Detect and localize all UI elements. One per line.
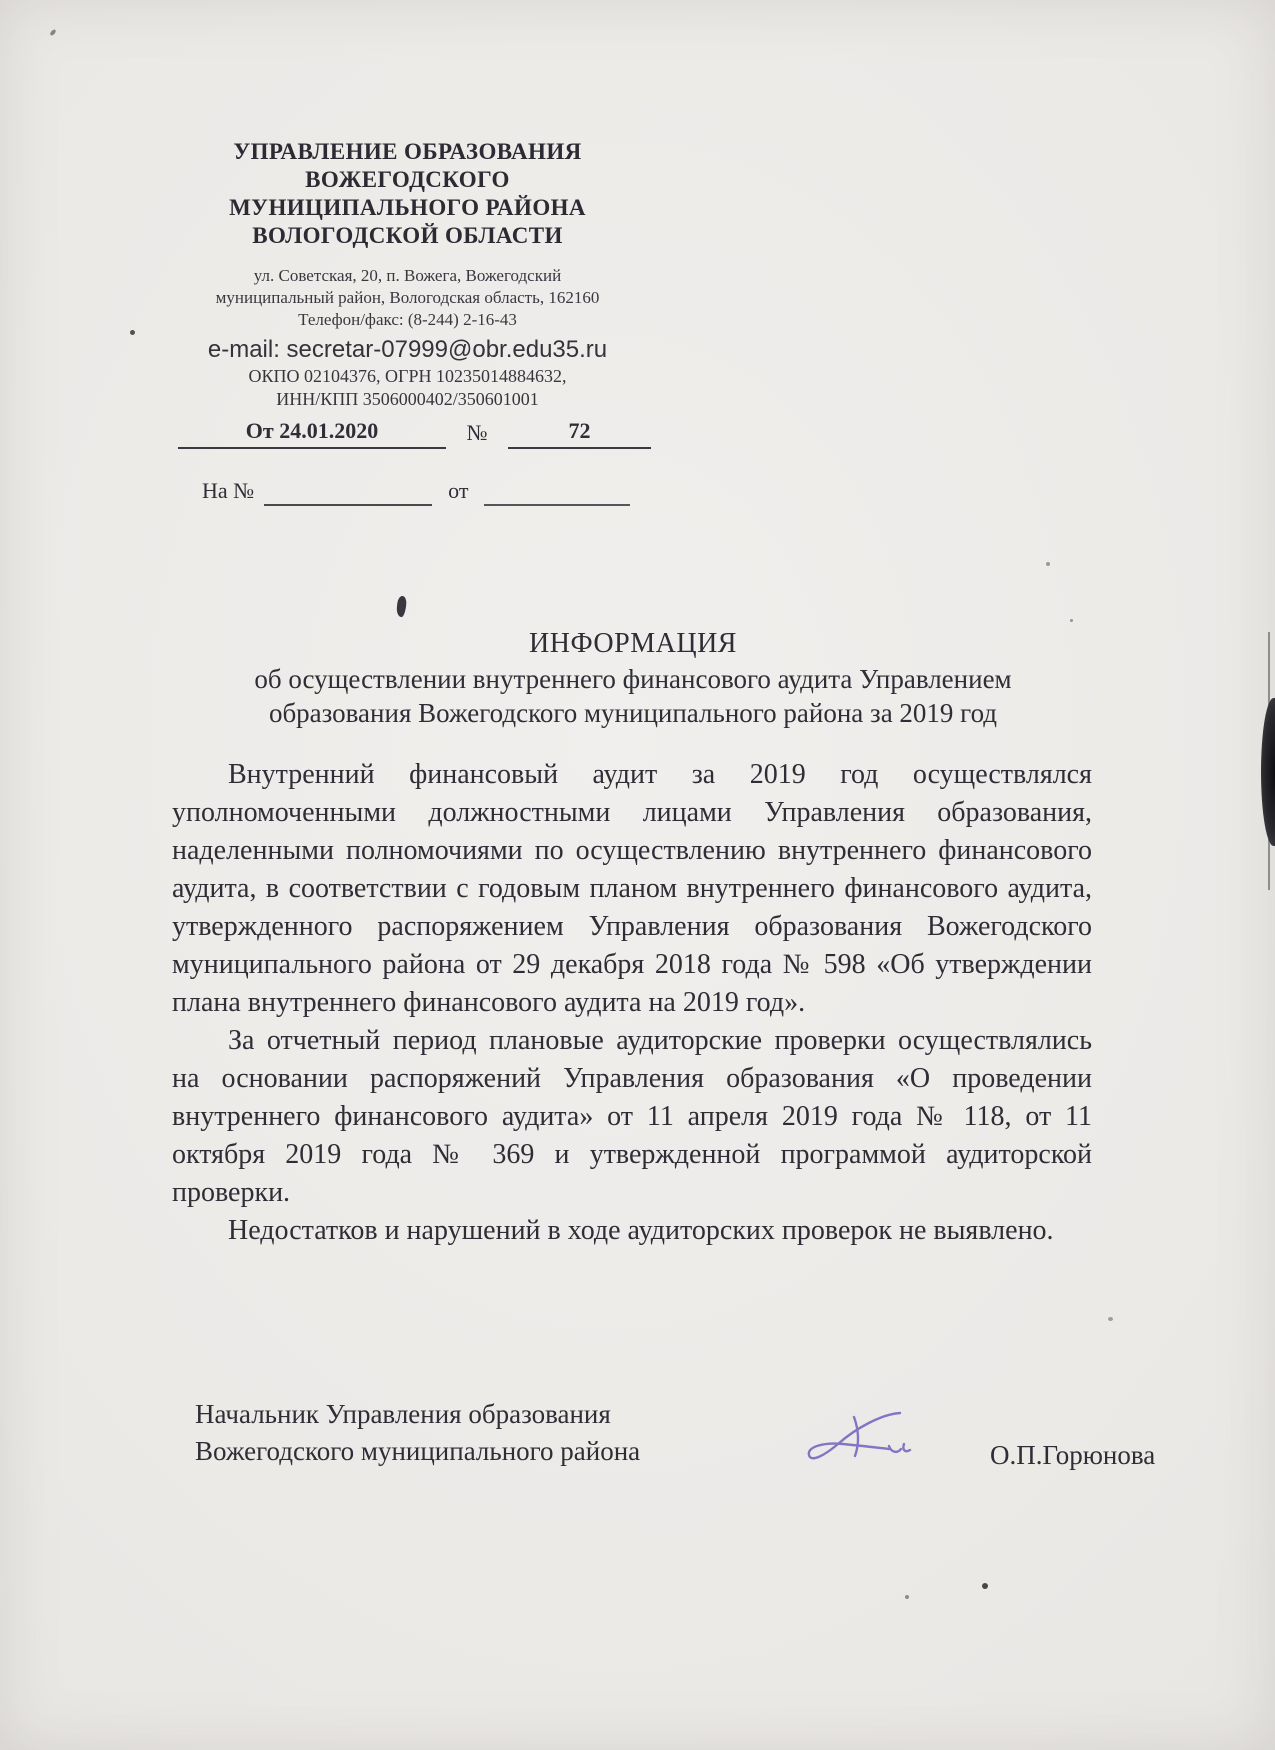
org-name-line: МУНИЦИПАЛЬНОГО РАЙОНА [229,195,586,220]
body-paragraph: Внутренний финансовый аудит за 2019 год осуществлялся уполномоченными должностными лицами Управления образования, наделенными полномочиями по осуществлению внутреннего финансового аудита, в соответствии с годовым планом внутреннего финансового аудита, утвержденного распоряжением Управления образования Вожегодского муниципального района от 29 декабря 2018 года № 598 «Об утверждении плана внутреннего финансового аудита на 2019 год». [172,759,1092,1018]
reply-label: На № [202,478,255,503]
scan-speck [1070,619,1073,622]
signer-position [195,1396,640,1470]
body-paragraph: За отчетный период плановые аудиторские проверки осуществлялись на основании распоряжений Управления образования «О проведении внутреннего финансового аудита» от 11 апреля 2019 года № 118, от 11 октября 2019 года № 369 и утвержденной программой аудиторской проверки. [172,1025,1092,1208]
body-paragraph: Недостатков и нарушений в ходе аудиторских проверок не выявлено. [228,1215,1054,1246]
scan-speck [1108,1317,1113,1321]
org-name-line: ВОЖЕГОДСКОГО [305,167,510,192]
number-sign: № [466,420,488,445]
document-title-block [172,626,1094,730]
document-title: ИНФОРМАЦИЯ [529,628,737,659]
ink-smudge [396,596,407,618]
okpo-ogrn-line: ОКПО 02104376, ОГРН 10235014884632, [248,366,567,386]
scan-speck [130,330,135,335]
scan-speck [1046,562,1050,566]
outgoing-reference-row [178,416,653,449]
reply-from-label: от [448,478,469,503]
scan-speck [49,29,57,37]
inn-kpp-line: ИНН/КПП 3506000402/350601001 [276,389,539,409]
organization-name [175,138,640,250]
org-name-line: УПРАВЛЕНИЕ ОБРАЗОВАНИЯ [233,139,582,164]
scan-speck [905,1595,909,1599]
signer-position-line: Начальник Управления образования [195,1399,611,1429]
letterhead [175,138,640,411]
phone-line: Телефон/факс: (8-244) 2-16-43 [298,310,517,329]
email-line: e-mail: secretar-07999@obr.edu35.ru [207,336,608,363]
letter-body [172,756,1092,1250]
outgoing-number: 72 [508,418,651,449]
outgoing-date: От 24.01.2020 [178,418,446,449]
address-line: ул. Советская, 20, п. Вожега, Вожегодский [253,266,562,285]
scan-edge-blob [1261,698,1275,846]
document-subtitle-line: об осуществлении внутреннего финансового аудита Управлением [254,664,1012,694]
reply-reference-row [202,474,662,506]
address-block [175,265,640,331]
handwritten-signature [796,1404,926,1474]
address-line: муниципальный район, Вологодская область, 162160 [215,288,600,307]
reply-number-blank [264,478,432,506]
org-name-line: ВОЛОГОДСКОЙ ОБЛАСТИ [252,223,563,248]
document-subtitle-line: образования Вожегодского муниципального района за 2019 год [268,698,998,728]
signer-name: О.П.Горюнова [990,1440,1156,1470]
reply-date-blank [484,478,630,506]
scan-speck [982,1583,988,1589]
registration-codes [175,365,640,411]
signer-position-line: Вожегодского муниципального района [195,1436,641,1466]
